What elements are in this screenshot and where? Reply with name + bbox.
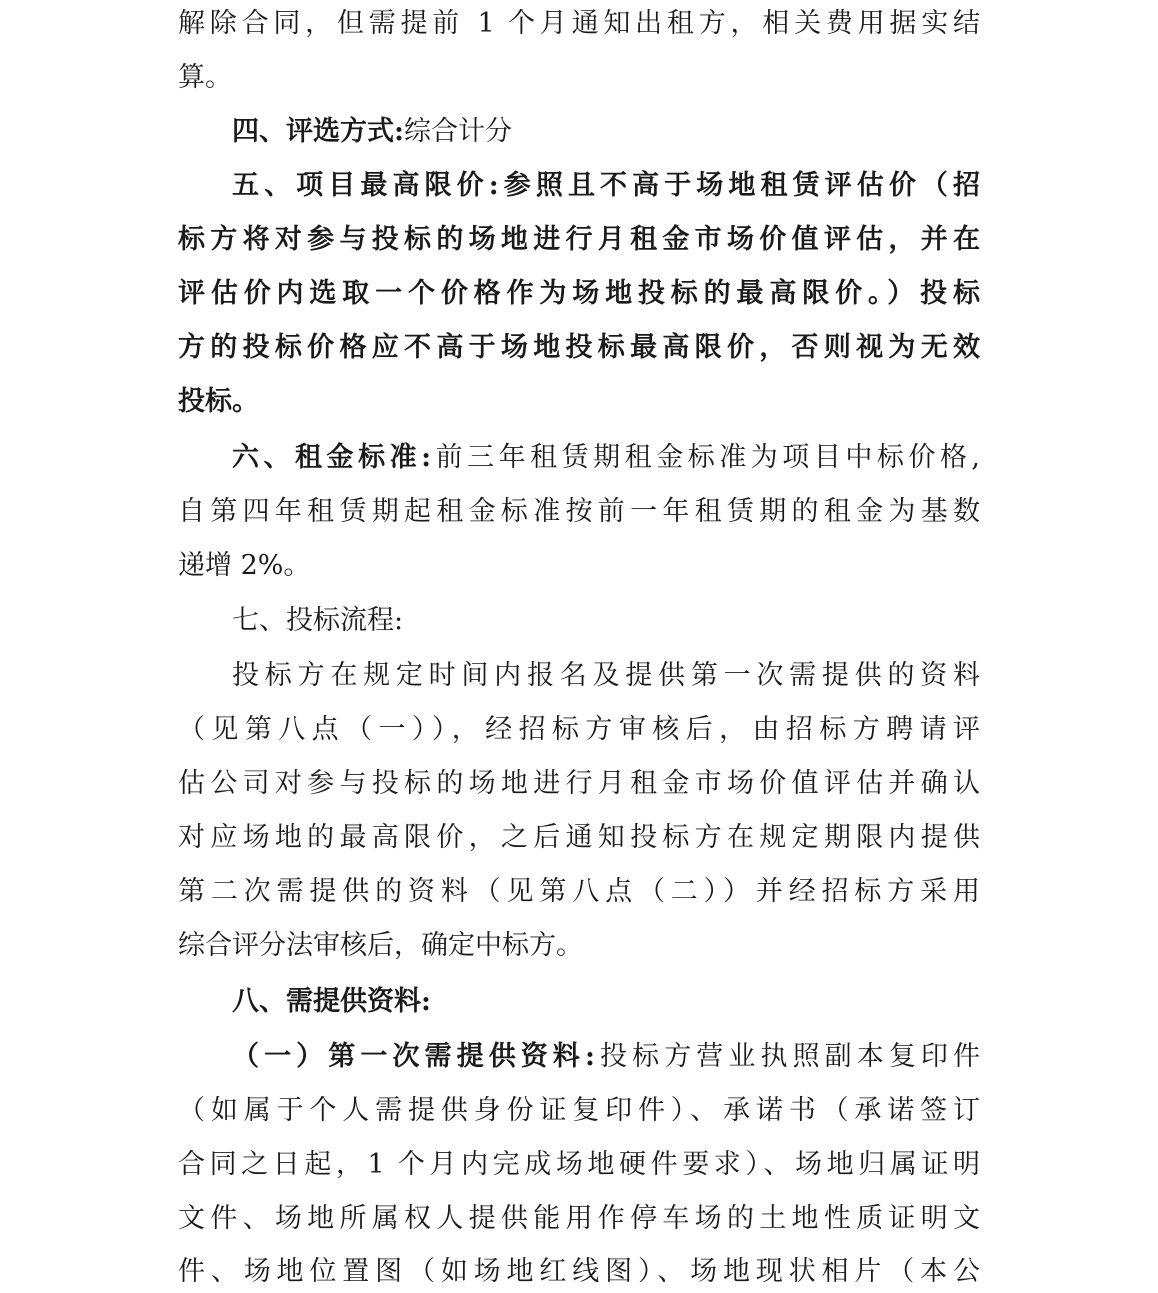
text-line: 算。 [178,62,232,93]
section-heading-7: 七、投标流程: [232,605,404,636]
text-line: 对应场地的最高限价，之后通知投标方在规定期限内提供 [178,822,980,853]
text-line: 标方将对参与投标的场地进行月租金市场价值评估，并在 [178,224,980,255]
text-line: 投标方在规定时间内报名及提供第一次需提供的资料 [232,660,980,691]
heading-text: 前三年租赁期租金标准为项目中标价格, [431,442,980,473]
text-line: 方的投标价格应不高于场地投标最高限价，否则视为无效 [178,332,980,363]
text-line: 综合评分法审核后，确定中标方。 [178,930,583,961]
section-heading-4 [232,114,980,150]
heading-text: 综合计分 [403,116,512,147]
heading-text: 投标方营业执照副本复印件 [594,1041,981,1072]
heading-text: 参照且不高于场地租赁评估价（招 [498,170,981,201]
text-line: 评估价内选取一个价格作为场地投标的最高限价。）投标 [178,278,980,309]
heading-label: 四、评选方式: [232,116,404,147]
text-line: 递增 2%。 [178,550,311,581]
heading-label: （一）第一次需提供资料: [232,1041,595,1072]
text-line: 估公司对参与投标的场地进行月租金市场价值评估并确认 [178,768,980,799]
text-line: 投标。 [178,386,259,417]
section-heading-6 [232,440,980,476]
subsection-heading-1 [232,1039,980,1075]
section-heading-8: 八、需提供资料: [232,986,431,1017]
text-line: 解除合同，但需提前 1 个月通知出租方，相关费用据实结 [178,8,980,39]
heading-label: 六、租金标准: [232,442,432,473]
text-line: 合同之日起，1 个月内完成场地硬件要求）、场地归属证明 [178,1149,980,1180]
section-heading-5 [232,168,980,204]
text-line: 第二次需提供的资料（见第八点（二））并经招标方采用 [178,876,980,907]
text-line: 文件、场地所属权人提供能用作停车场的土地性质证明文 [178,1203,980,1234]
text-line: 件、场地位置图（如场地红线图）、场地现状相片（本公 [178,1256,980,1287]
text-line: 自第四年租赁期起租金标准按前一年租赁期的租金为基数 [178,496,980,527]
heading-label: 五、项目最高限价: [232,170,499,201]
text-line: （如属于个人需提供身份证复印件）、承诺书（承诺签订 [178,1095,980,1126]
text-line: （见第八点（一）），经招标方审核后，由招标方聘请评 [178,714,980,745]
